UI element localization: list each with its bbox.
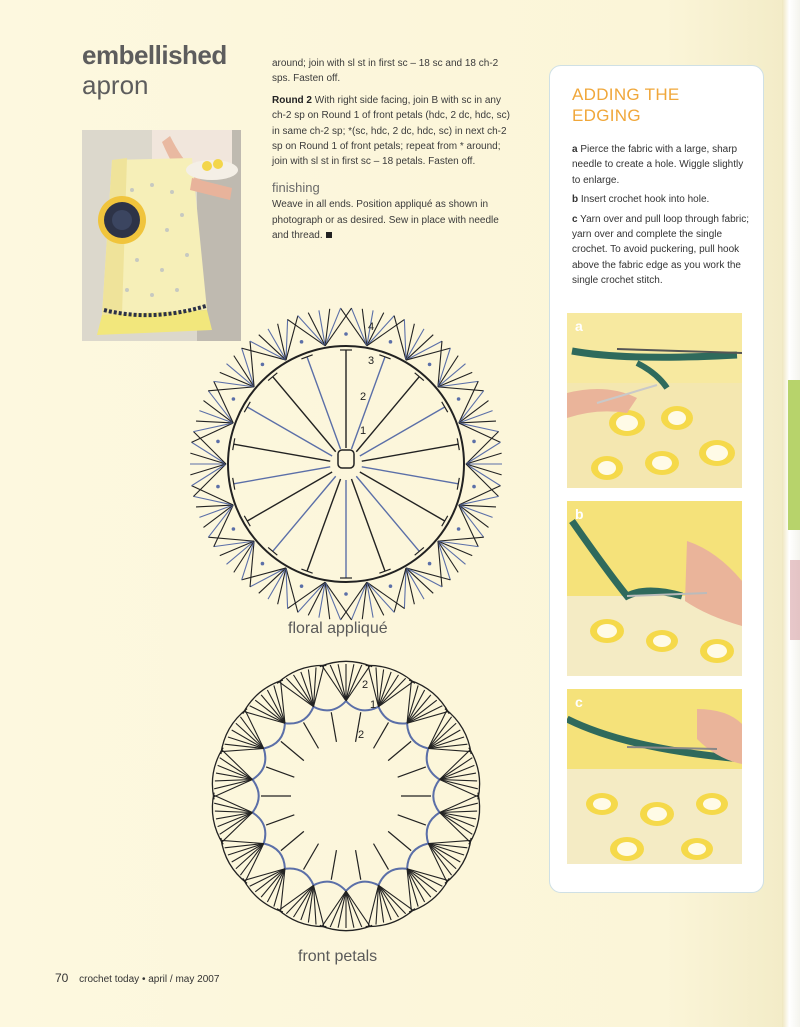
stitch-line xyxy=(307,357,341,449)
round-number: 3 xyxy=(368,355,375,367)
chain-loop xyxy=(427,812,440,843)
round-number: 2 xyxy=(360,391,367,403)
fan-stitch xyxy=(192,464,226,486)
front-petals-caption: front petals xyxy=(298,948,378,965)
round-number: 1 xyxy=(360,425,367,437)
petal-stitch xyxy=(428,717,451,749)
photo-label-a: a xyxy=(575,318,583,334)
stitch-line xyxy=(374,722,389,748)
slip-stitch-dot xyxy=(389,340,393,344)
step-b xyxy=(572,192,752,207)
instructions-paragraph: around; join with sl st in first sc – 18 sc and 18 ch-2 sps. Fasten off. xyxy=(272,58,499,85)
petal-stitch xyxy=(255,869,285,892)
petal-stitch xyxy=(407,700,437,723)
finishing-paragraph xyxy=(272,197,512,243)
chain-loop xyxy=(407,723,428,748)
sidebar-steps xyxy=(572,142,752,293)
page-number: 70 xyxy=(55,971,69,985)
chain-loop xyxy=(433,780,439,813)
petal-stitch xyxy=(236,844,264,869)
chain-loop xyxy=(252,812,265,843)
round-number: 2 xyxy=(358,729,365,741)
fan-stitch xyxy=(208,537,254,541)
title-line-1: embellished xyxy=(82,40,227,70)
petal-stitch xyxy=(440,780,478,797)
finishing-text: Weave in all ends. Position appliqué as shown in photograph or as desired. Sew in place with needle and thread. xyxy=(272,199,499,242)
chain-loop xyxy=(314,701,346,710)
photo-label-b: b xyxy=(575,506,584,522)
fan-stitch xyxy=(193,496,233,505)
title-line-2: apron xyxy=(82,70,149,100)
stitch-line xyxy=(304,722,319,748)
petal-stitch xyxy=(346,891,362,927)
stitch-line xyxy=(388,741,411,760)
stitch-line xyxy=(388,831,411,850)
chain-loop xyxy=(314,882,346,891)
photo-label-c: c xyxy=(575,694,583,710)
step-a xyxy=(572,142,752,188)
round-number: 2 xyxy=(362,679,369,691)
step-label: b xyxy=(572,194,579,206)
sidebar-title-line-1: ADDING THE xyxy=(572,85,680,104)
petal-stitch xyxy=(286,678,313,706)
article-title xyxy=(82,40,227,100)
petal-stitch xyxy=(222,840,264,843)
petal-stitch xyxy=(378,885,412,910)
petal-stitch xyxy=(214,780,252,797)
petal-stitch xyxy=(428,840,470,843)
petal-stitch xyxy=(378,678,405,706)
publication-info: crochet today • april / may 2007 xyxy=(79,974,220,985)
round-2-paragraph xyxy=(272,93,512,170)
petal-stitch xyxy=(261,695,285,723)
stitch-line xyxy=(351,479,385,571)
floral-applique-diagram xyxy=(186,302,506,622)
fan-stitch xyxy=(406,324,414,360)
fan-stitch xyxy=(278,324,286,360)
fan-stitch xyxy=(192,423,234,442)
sidebar-adding-edging xyxy=(549,65,764,893)
petal-stitch xyxy=(428,844,456,869)
chain-loop xyxy=(285,868,314,885)
sidebar-title-line-2: EDGING xyxy=(572,106,641,125)
fan-stitch xyxy=(459,486,501,505)
slip-stitch-dot xyxy=(261,363,265,367)
petal-stitch xyxy=(378,885,405,913)
step-photo-a xyxy=(567,313,742,488)
end-mark-icon xyxy=(326,232,332,238)
slip-stitch-dot xyxy=(344,332,348,336)
stitch-line xyxy=(374,844,389,870)
petal-stitch xyxy=(330,891,346,927)
fan-stitch xyxy=(466,442,500,464)
slip-stitch-dot xyxy=(261,562,265,566)
chain-loop xyxy=(264,844,285,869)
petal-stitch xyxy=(255,700,285,723)
slip-stitch-dot xyxy=(300,340,304,344)
step-text: Insert crochet hook into hole. xyxy=(578,194,710,206)
petal-stitch xyxy=(440,795,478,812)
finishing-heading: finishing xyxy=(272,179,320,195)
petal-stitch xyxy=(240,717,263,749)
stitch-line xyxy=(398,815,426,825)
petal-stitch xyxy=(407,869,437,892)
fan-stitch xyxy=(193,423,233,432)
slip-stitch-dot xyxy=(232,397,236,401)
petal-stitch xyxy=(236,723,264,748)
instructions-column xyxy=(272,56,512,249)
stitch-line xyxy=(304,844,319,870)
slip-stitch-dot xyxy=(457,397,461,401)
petal-stitch xyxy=(222,749,264,752)
slip-stitch-dot xyxy=(428,363,432,367)
chain-loop xyxy=(407,844,428,869)
chain-loop xyxy=(252,749,265,780)
petal-stitch xyxy=(407,869,431,897)
chain-loop xyxy=(427,749,440,780)
petal-stitch xyxy=(261,869,285,897)
stitch-line xyxy=(398,767,426,777)
fan-stitch xyxy=(466,464,500,486)
fan-stitch xyxy=(459,423,501,442)
petal-stitch xyxy=(330,665,346,701)
stitch-line xyxy=(351,357,385,449)
chain-loop xyxy=(264,723,285,748)
petal-stitch xyxy=(279,682,313,707)
stitch-line xyxy=(331,850,336,880)
stitch-line xyxy=(307,479,341,571)
front-petals-diagram xyxy=(196,646,496,946)
slip-stitch-dot xyxy=(389,584,393,588)
chain-loop xyxy=(285,707,314,724)
fan-stitch xyxy=(459,423,499,432)
round-number: 1 xyxy=(370,699,377,711)
fan-stitch xyxy=(406,568,414,604)
petal-stitch xyxy=(428,749,470,752)
step-label: a xyxy=(572,144,578,155)
adjacent-page-edge xyxy=(788,380,800,530)
slip-stitch-dot xyxy=(216,485,220,489)
petal-stitch xyxy=(407,695,431,723)
slip-stitch-dot xyxy=(428,562,432,566)
round-number: 4 xyxy=(368,321,375,333)
chain-loop xyxy=(252,780,258,813)
step-text: Yarn over and pull loop through fabric; yarn over and complete the single crochet. To avoid puckering, pull hook above the fabric edge as you work the single crochet stitch. xyxy=(572,213,749,287)
applique-flower xyxy=(98,196,146,244)
round-2-label: Round 2 xyxy=(272,94,312,106)
slip-stitch-dot xyxy=(457,527,461,531)
stitch-line xyxy=(356,850,361,880)
stitch-line xyxy=(281,831,304,850)
petal-stitch xyxy=(346,665,362,701)
petal-stitch xyxy=(214,795,252,812)
slip-stitch-dot xyxy=(344,592,348,596)
round-2-text: With right side facing, join B with sc in any ch-2 sp on Round 1 of front petals (hdc, 2 dc, hdc, sc) in same ch-2 sp; *(sc, hdc, 2 dc, hdc, sc) in next ch-2 sp on Round 1 of front petals; repeat from * around; join with sl st in first sc – 18 petals. Fasten off. xyxy=(272,94,510,168)
stitch-line xyxy=(266,767,294,777)
slip-stitch-dot xyxy=(300,584,304,588)
slip-stitch-dot xyxy=(472,440,476,444)
petal-stitch xyxy=(279,885,313,910)
stitch-line xyxy=(281,741,304,760)
petal-stitch xyxy=(286,885,313,913)
slip-stitch-dot xyxy=(232,527,236,531)
fan-stitch xyxy=(208,387,254,391)
center-ring xyxy=(338,450,354,468)
petal-stitch xyxy=(428,844,451,876)
fan-stitch xyxy=(459,496,499,505)
adjacent-page-edge-pink xyxy=(790,560,800,640)
step-c xyxy=(572,212,752,289)
floral-applique-caption: floral appliqué xyxy=(288,620,388,637)
slip-stitch-dot xyxy=(472,485,476,489)
stitch-line xyxy=(331,712,336,742)
step-photo-c xyxy=(567,689,742,864)
petal-stitch xyxy=(240,844,263,876)
chain-loop xyxy=(378,868,407,885)
sidebar-title xyxy=(572,84,680,126)
fan-stitch xyxy=(278,568,286,604)
step-label: c xyxy=(572,213,578,225)
slip-stitch-dot xyxy=(216,440,220,444)
step-text: Pierce the fabric with a large, sharp needle to create a hole. Wiggle slightly to enlarge. xyxy=(572,144,744,186)
stitch-line xyxy=(266,815,294,825)
fan-stitch xyxy=(438,387,484,391)
petal-stitch xyxy=(428,723,456,748)
petal-stitch xyxy=(378,682,412,707)
page-footer xyxy=(55,971,219,985)
fan-stitch xyxy=(192,486,234,505)
chain-loop xyxy=(346,882,378,891)
fan-stitch xyxy=(192,442,226,464)
fan-stitch xyxy=(438,537,484,541)
step-photo-b xyxy=(567,501,742,676)
chain-loop xyxy=(378,707,407,724)
